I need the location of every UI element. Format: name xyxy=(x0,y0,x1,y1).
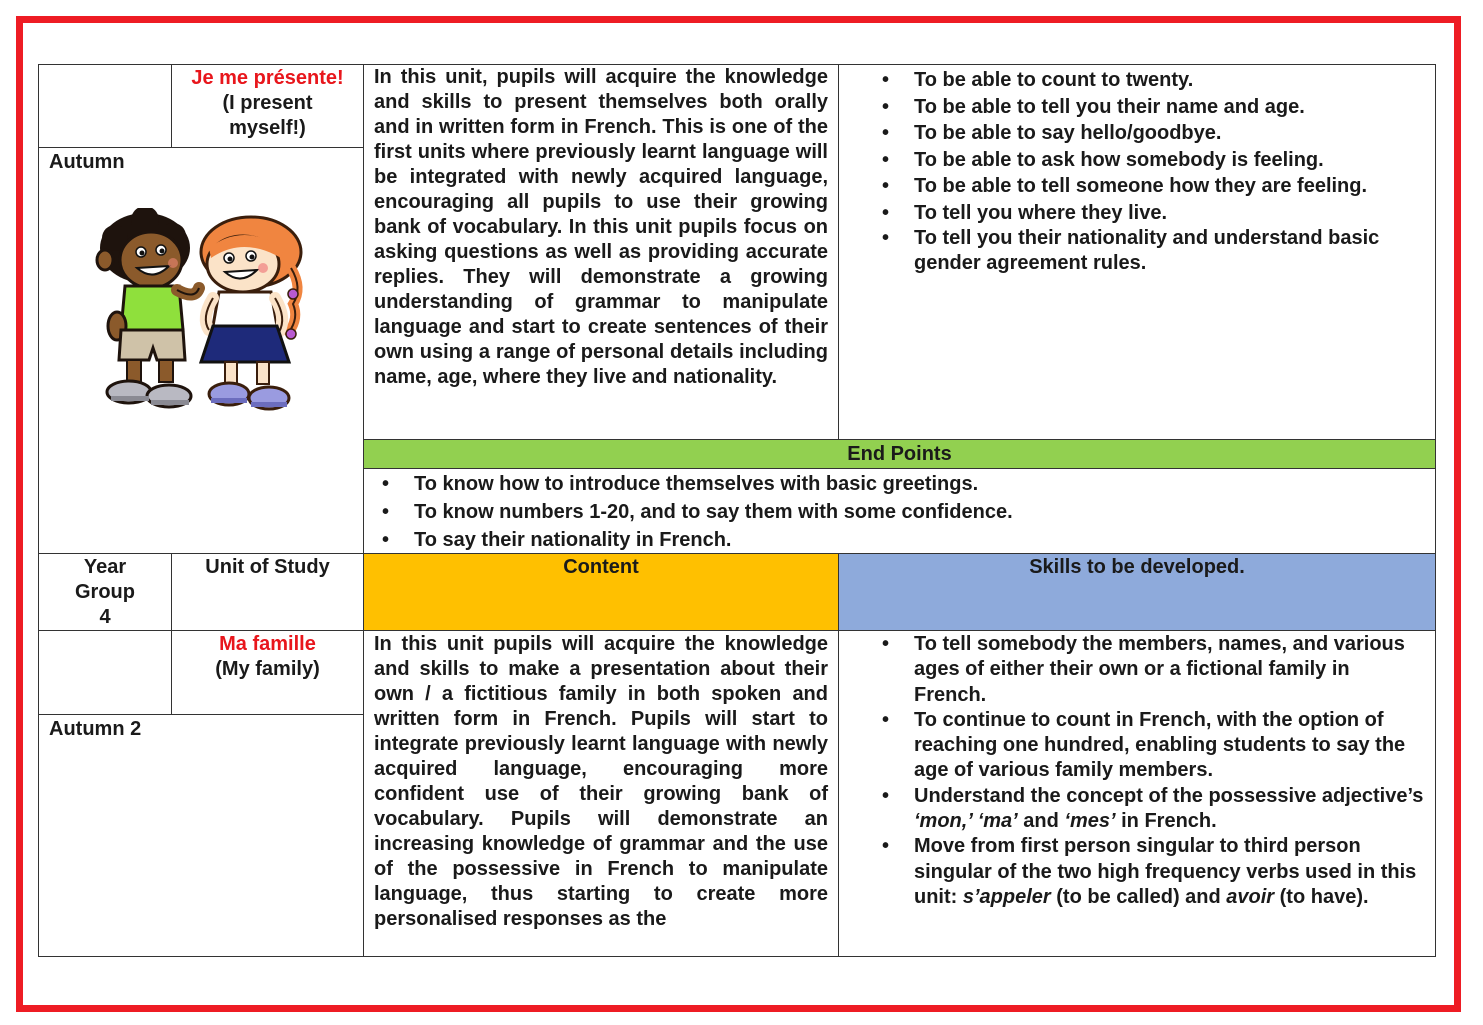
list-item: • To be able to ask how somebody is feeling. xyxy=(914,147,1425,174)
content-label: Content xyxy=(563,556,639,578)
list-item: • To tell somebody the members, names, and various ages of either their own or a fictional family in French. xyxy=(914,632,1425,708)
skill4-end: (to have). xyxy=(1274,885,1369,908)
skill3-text: Understand the concept of the possessive adjective’s xyxy=(914,784,1424,807)
end-points-header xyxy=(363,439,1436,469)
skills-header xyxy=(838,553,1436,631)
unit1-title-cell xyxy=(171,64,364,148)
boy-figure xyxy=(97,208,199,407)
unit2-skills-cell xyxy=(838,630,1436,957)
unit2-title: Ma famille xyxy=(219,633,316,655)
list-item: • To be able to count to twenty. xyxy=(914,67,1425,94)
skills-label: Skills to be developed. xyxy=(1029,556,1245,578)
unit2-content-text: In this unit pupils will acquire the knowledge and skills to make a presentation about their own / a fictitious family in both spoken and written form in French. Pupils will start to integrate previously learnt language with newly acquired language, encouraging more confident use of their growing bank of vocabulary. Pupils will demonstrate an increasing knowledge of grammar and the use of the possessive in French to manipulate language, thus starting to create more personalised responses as the xyxy=(374,633,828,930)
children-illustration xyxy=(93,208,309,418)
content-header xyxy=(363,553,839,631)
unit1-subtitle-line2: myself!) xyxy=(229,117,306,139)
unit-of-study-label: Unit of Study xyxy=(205,556,330,578)
list-item xyxy=(914,834,1425,910)
skill4-verb-avoir: avoir xyxy=(1226,885,1275,908)
unit1-skills-cell xyxy=(838,64,1436,440)
list-item: • To say their nationality in French. xyxy=(414,526,1435,554)
skill3-mes: ‘mes’ xyxy=(1064,810,1116,833)
list-item: • To know how to introduce themselves with basic greetings. xyxy=(414,470,1435,498)
skill3-mon-ma: ‘mon,’ ‘ma’ xyxy=(914,810,1018,833)
unit2-term: Autumn 2 xyxy=(49,718,142,740)
list-item: • To tell you their nationality and understand basic gender agreement rules. xyxy=(914,226,1425,276)
list-item xyxy=(914,784,1425,835)
year-line3: 4 xyxy=(99,606,111,628)
list-item: • To be able to tell someone how they are feeling. xyxy=(914,173,1425,200)
unit1-content-text: In this unit, pupils will acquire the knowledge and skills to present themselves both orally and in written form in French. This is one of the first units where previously learnt language will be integrated with newly acquired language, encouraging all pupils to use their growing bank of vocabulary. In this unit pupils focus on asking questions as well as providing accurate replies. They will demonstrate a growing understanding of grammar to manipulate language and start to create sentences of their own using a range of personal details including name, age, where they live and nationality. xyxy=(374,66,828,388)
unit1-term: Autumn xyxy=(49,151,125,173)
list-item: • To continue to count in French, with the option of reaching one hundred, enabling students to say the age of various family members. xyxy=(914,708,1425,784)
year-line1: Year xyxy=(83,556,127,578)
skill3-end: in French. xyxy=(1115,810,1217,833)
list-item: • To be able to tell you their name and age. xyxy=(914,94,1425,121)
unit2-year-cell xyxy=(38,630,172,715)
skill4-mid: (to be called) and xyxy=(1050,885,1227,908)
end-points-heading: End Points xyxy=(847,443,952,465)
unit1-subtitle-line1: (I present xyxy=(222,92,313,114)
list-item: • To tell you where they live. xyxy=(914,200,1425,227)
year-line2: Group xyxy=(75,581,135,603)
skill4-text: Move from first person singular to third person singular of the two high frequency verbs used in this unit: xyxy=(914,835,1417,908)
unit2-content-cell xyxy=(363,630,839,957)
unit-of-study-header xyxy=(171,553,364,631)
unit2-title-cell xyxy=(171,630,364,715)
girl-figure xyxy=(201,217,301,409)
unit1-skills-list xyxy=(864,67,1425,276)
skill3-and: and xyxy=(1017,810,1065,833)
unit1-content-cell xyxy=(363,64,839,440)
unit1-title: Je me présente! xyxy=(191,67,344,89)
end-points-list xyxy=(364,470,1435,554)
unit2-term-cell xyxy=(38,714,364,957)
unit2-skills-list xyxy=(864,632,1425,910)
unit2-subtitle: (My family) xyxy=(215,658,320,680)
unit1-year-cell xyxy=(38,64,172,148)
year-group-header xyxy=(38,553,172,631)
end-points-cell xyxy=(363,468,1436,554)
list-item: • To be able to say hello/goodbye. xyxy=(914,120,1425,147)
list-item: • To know numbers 1-20, and to say them with some confidence. xyxy=(414,498,1435,526)
skill4-verb-sappeler: s’appeler xyxy=(962,885,1051,908)
